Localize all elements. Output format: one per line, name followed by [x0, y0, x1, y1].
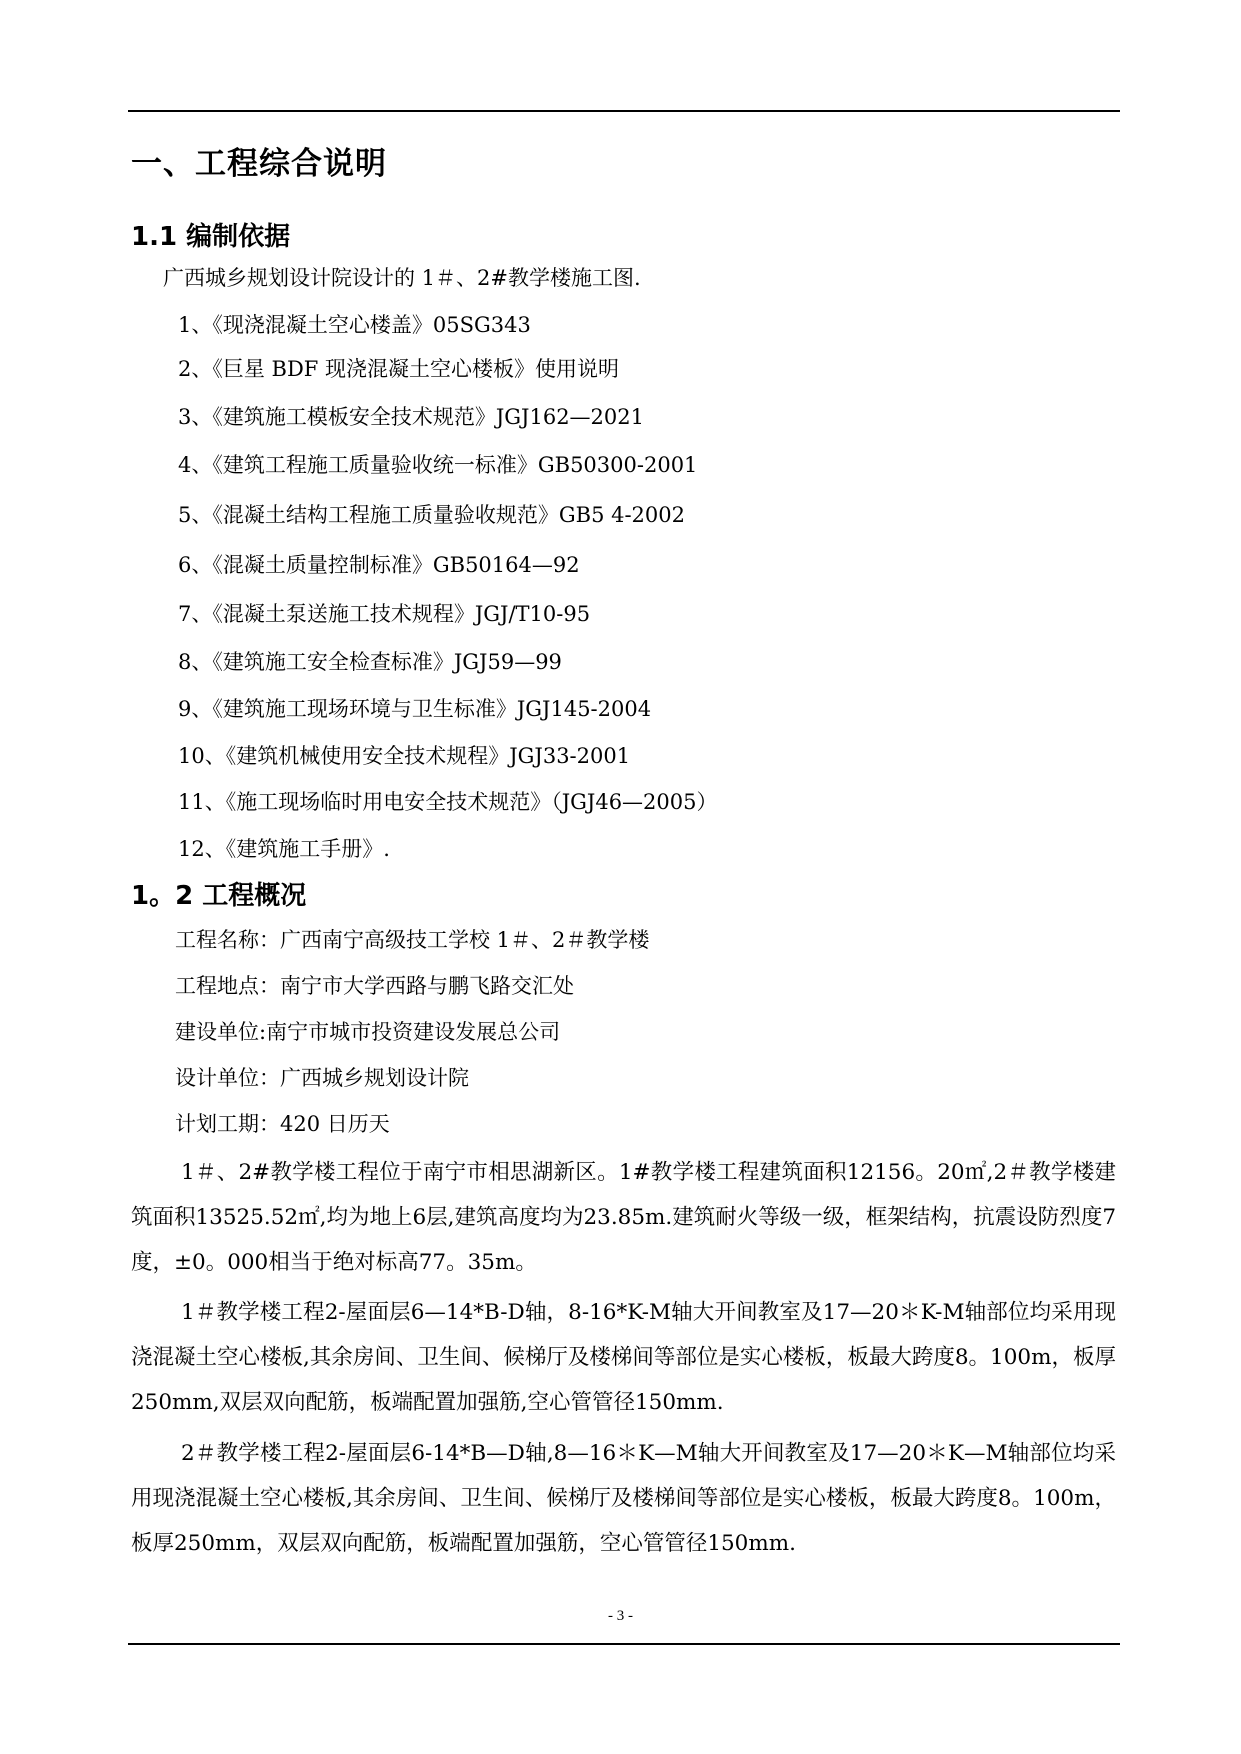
project-paragraph: 1＃、2#教学楼工程位于南宁市相思湖新区。1#教学楼工程建筑面积12156。20㎡,2＃教学楼建筑面积13525.52㎡,均为地上6层,建筑高度均为23.85m.建筑耐火等级一级，框架结构，抗震设防烈度7度，±0。000相当于绝对标高77。35m。 [131, 1160, 1116, 1275]
project-field: 建设单位:南宁市城市投资建设发展总公司 [175, 1020, 561, 1044]
reference-item: 6、《混凝土质量控制标准》GB50164—92 [178, 553, 580, 577]
reference-item: 7、《混凝土泵送施工技术规程》JGJ/T10-95 [178, 602, 591, 626]
reference-item: 4、《建筑工程施工质量验收统一标准》GB50300-2001 [178, 453, 698, 477]
heading-1: 一、工程综合说明 [131, 146, 387, 182]
project-paragraph: 1＃教学楼工程2-屋面层6—14*B-D轴，8-16*K-M轴大开间教室及17—20＊K-M轴部位均采用现浇混凝土空心楼板,其余房间、卫生间、候梯厅及楼梯间等部位是实心楼板，板最大跨度8。100m，板厚250mm,双层双向配筋，板端配置加强筋,空心管管径150mm. [131, 1300, 1116, 1415]
project-field: 计划工期：420 日历天 [175, 1112, 390, 1136]
section-1-title: 1.1 编制依据 [131, 222, 291, 252]
reference-item: 10、《建筑机械使用安全技术规程》JGJ33-2001 [178, 744, 631, 768]
reference-item: 12、《建筑施工手册》. [178, 837, 390, 861]
reference-item: 8、《建筑施工安全检查标准》JGJ59—99 [178, 650, 562, 674]
project-field: 设计单位：广西城乡规划设计院 [175, 1066, 469, 1090]
section-2-title: 1。2 工程概况 [131, 881, 307, 911]
reference-item: 11、《施工现场临时用电安全技术规范》（JGJ46—2005） [178, 790, 718, 814]
reference-item: 5、《混凝土结构工程施工质量验收规范》GB5 4-2002 [178, 503, 686, 527]
project-field: 工程名称：广西南宁高级技工学校 1＃、2＃教学楼 [175, 928, 650, 952]
project-field: 工程地点：南宁市大学西路与鹏飞路交汇处 [175, 974, 574, 998]
reference-item: 1、《现浇混凝土空心楼盖》05SG343 [178, 313, 531, 337]
project-paragraph: 2＃教学楼工程2-屋面层6-14*B—D轴,8—16＊K—M轴大开间教室及17—20＊K—M轴部位均采用现浇混凝土空心楼板,其余房间、卫生间、候梯厅及楼梯间等部位是实心楼板，板最大跨度8。100m，板厚250mm，双层双向配筋，板端配置加强筋，空心管管径150mm. [131, 1441, 1116, 1556]
reference-item: 9、《建筑施工现场环境与卫生标准》JGJ145-2004 [178, 697, 652, 721]
reference-item: 3、《建筑施工模板安全技术规范》JGJ162—2021 [178, 405, 644, 429]
reference-item: 2、《巨星 BDF 现浇混凝土空心楼板》使用说明 [178, 357, 620, 381]
section-1-intro: 广西城乡规划设计院设计的 1＃、2#教学楼施工图. [163, 266, 641, 290]
page-number: - 3 - [608, 1608, 633, 1624]
footer-rule [128, 1643, 1120, 1645]
header-rule [128, 110, 1120, 112]
